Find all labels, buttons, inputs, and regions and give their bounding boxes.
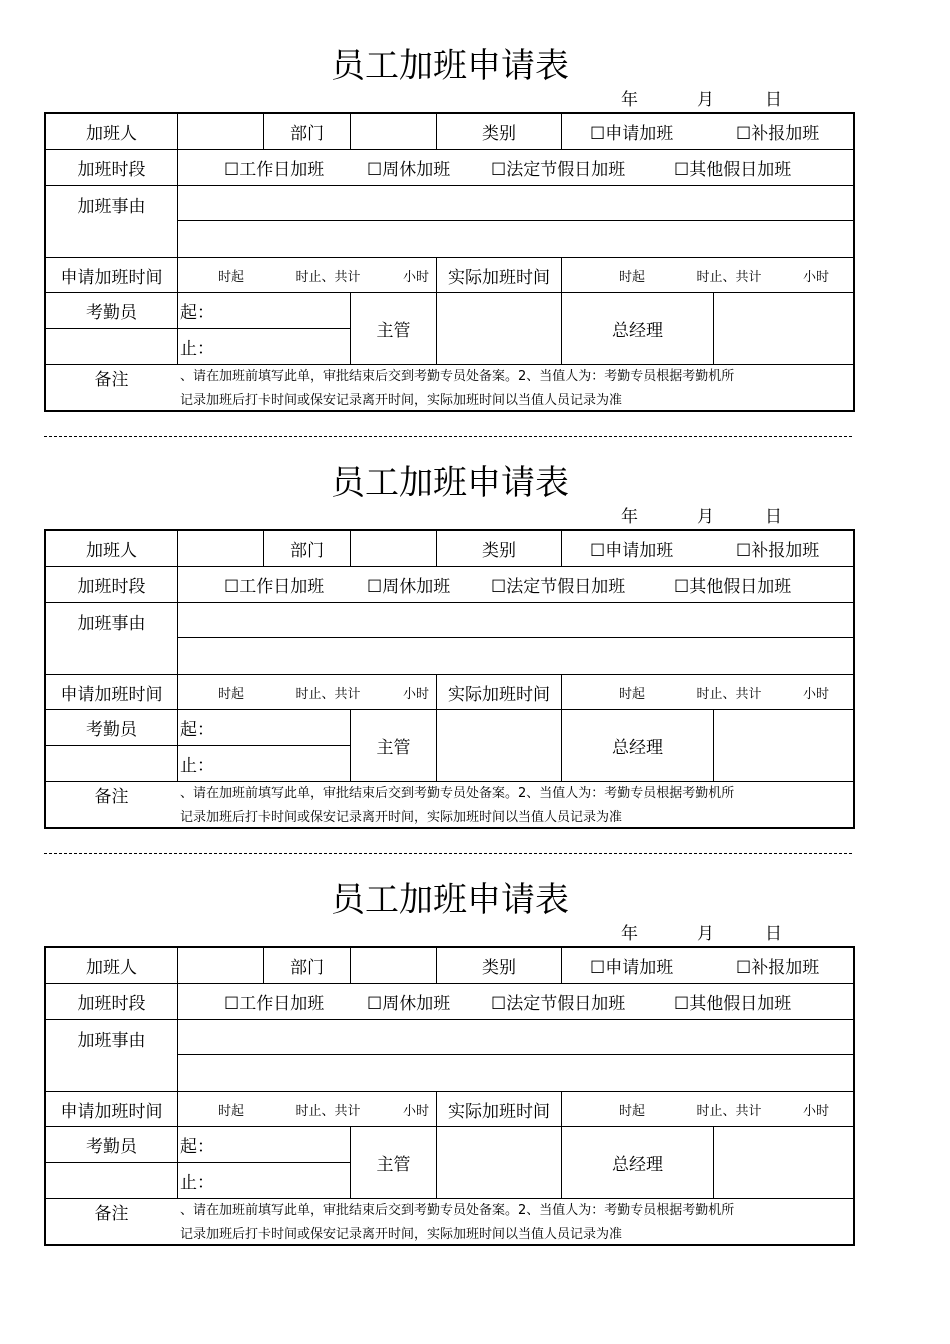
remarks-label: 备注 (94, 1203, 129, 1224)
overtime-person-label: 加班人 (86, 124, 137, 144)
general-manager-signature-field[interactable] (714, 293, 853, 364)
general-manager-signature-field[interactable] (714, 710, 853, 781)
other-holiday-overtime-checkbox[interactable]: ☐其他假日加班 (674, 160, 792, 180)
form-title: 员工加班申请表 (331, 880, 569, 920)
actual-time-label: 实际加班时间 (448, 267, 550, 288)
requested-hours-label: 小时 (402, 1103, 429, 1119)
overtime-person-field[interactable] (178, 948, 263, 983)
supervisor-signature-field[interactable] (437, 1127, 561, 1198)
supervisor-signature-field[interactable] (437, 710, 561, 781)
actual-hours-label: 小时 (802, 686, 829, 702)
date-year-label: 年 (621, 507, 638, 527)
date-day-label: 日 (765, 90, 782, 110)
department-field[interactable] (351, 948, 436, 983)
start-signature-field[interactable]: 起： (180, 303, 214, 323)
actual-start-label: 时起 (618, 686, 645, 702)
workday-overtime-checkbox[interactable]: ☐工作日加班 (224, 994, 325, 1014)
remarks-label: 备注 (94, 369, 129, 390)
form-title: 员工加班申请表 (331, 46, 569, 86)
other-holiday-overtime-checkbox[interactable]: ☐其他假日加班 (674, 994, 792, 1014)
supervisor-label: 主管 (376, 1155, 411, 1175)
holiday-overtime-checkbox[interactable]: ☐法定节假日加班 (491, 994, 626, 1014)
remarks-line-1: 、请在加班前填写此单，审批结束后交到考勤专员处备案。2、当值人为：考勤专员根据考勤机所 (180, 1203, 735, 1218)
overtime-reason-label: 加班事由 (77, 196, 146, 217)
requested-hours-label: 小时 (402, 269, 429, 285)
actual-time-label: 实际加班时间 (448, 684, 550, 705)
holiday-overtime-checkbox[interactable]: ☐法定节假日加班 (491, 160, 626, 180)
actual-time-label: 实际加班时间 (448, 1101, 550, 1122)
date-month-label: 月 (697, 924, 714, 944)
remarks-line-2: 记录加班后打卡时间或保安记录离开时间，实际加班时间以当值人员记录为准 (180, 1227, 623, 1242)
overtime-person-field[interactable] (178, 531, 263, 566)
date-year-label: 年 (621, 924, 638, 944)
form-grid (44, 112, 855, 412)
general-manager-signature-field[interactable] (714, 1127, 853, 1198)
supplementary-overtime-checkbox[interactable]: ☐补报加班 (736, 958, 820, 978)
actual-end-label: 时止、共计 (696, 686, 762, 702)
requested-start-label: 时起 (217, 269, 244, 285)
workday-overtime-checkbox[interactable]: ☐工作日加班 (224, 577, 325, 597)
overtime-reason-field[interactable] (178, 186, 853, 256)
end-signature-field[interactable]: 止： (180, 339, 214, 359)
date-day-label: 日 (765, 507, 782, 527)
date-month-label: 月 (697, 507, 714, 527)
requested-start-label: 时起 (217, 1103, 244, 1119)
department-field[interactable] (351, 531, 436, 566)
actual-hours-label: 小时 (802, 1103, 829, 1119)
category-label: 类别 (482, 541, 516, 561)
overtime-form (0, 417, 950, 837)
category-label: 类别 (482, 124, 516, 144)
overtime-form (0, 0, 950, 420)
other-holiday-overtime-checkbox[interactable]: ☐其他假日加班 (674, 577, 792, 597)
holiday-overtime-checkbox[interactable]: ☐法定节假日加班 (491, 577, 626, 597)
remarks-line-1: 、请在加班前填写此单，审批结束后交到考勤专员处备案。2、当值人为：考勤专员根据考勤机所 (180, 369, 735, 384)
supplementary-overtime-checkbox[interactable]: ☐补报加班 (736, 541, 820, 561)
overtime-period-label: 加班时段 (77, 160, 146, 180)
apply-overtime-checkbox[interactable]: ☐申请加班 (590, 124, 674, 144)
overtime-reason-field[interactable] (178, 603, 853, 673)
overtime-form (0, 834, 950, 1254)
end-signature-field[interactable]: 止： (180, 756, 214, 776)
requested-end-label: 时止、共计 (295, 686, 361, 702)
department-label: 部门 (290, 124, 324, 144)
date-month-label: 月 (697, 90, 714, 110)
form-grid (44, 529, 855, 829)
overtime-person-label: 加班人 (86, 541, 137, 561)
requested-end-label: 时止、共计 (295, 269, 361, 285)
supervisor-label: 主管 (376, 738, 411, 758)
remarks-line-1: 、请在加班前填写此单，审批结束后交到考勤专员处备案。2、当值人为：考勤专员根据考勤机所 (180, 786, 735, 801)
supervisor-signature-field[interactable] (437, 293, 561, 364)
workday-overtime-checkbox[interactable]: ☐工作日加班 (224, 160, 325, 180)
weekend-overtime-checkbox[interactable]: ☐周休加班 (367, 160, 451, 180)
overtime-reason-label: 加班事由 (77, 1030, 146, 1051)
requested-time-label: 申请加班时间 (60, 267, 163, 288)
requested-time-label: 申请加班时间 (60, 1101, 163, 1122)
supervisor-label: 主管 (376, 321, 411, 341)
date-year-label: 年 (621, 90, 638, 110)
requested-hours-label: 小时 (402, 686, 429, 702)
requested-start-label: 时起 (217, 686, 244, 702)
form-title: 员工加班申请表 (331, 463, 569, 503)
remarks-line-2: 记录加班后打卡时间或保安记录离开时间，实际加班时间以当值人员记录为准 (180, 810, 623, 825)
department-label: 部门 (290, 541, 324, 561)
category-label: 类别 (482, 958, 516, 978)
actual-hours-label: 小时 (802, 269, 829, 285)
start-signature-field[interactable]: 起： (180, 720, 214, 740)
overtime-person-label: 加班人 (86, 958, 137, 978)
general-manager-label: 总经理 (612, 1155, 663, 1175)
weekend-overtime-checkbox[interactable]: ☐周休加班 (367, 577, 451, 597)
attendance-clerk-label: 考勤员 (86, 720, 137, 740)
general-manager-label: 总经理 (612, 738, 663, 758)
actual-end-label: 时止、共计 (696, 1103, 762, 1119)
department-field[interactable] (351, 114, 436, 149)
remarks-line-2: 记录加班后打卡时间或保安记录离开时间，实际加班时间以当值人员记录为准 (180, 393, 623, 408)
department-label: 部门 (290, 958, 324, 978)
remarks-label: 备注 (94, 786, 129, 807)
requested-end-label: 时止、共计 (295, 1103, 361, 1119)
end-signature-field[interactable]: 止： (180, 1173, 214, 1193)
actual-start-label: 时起 (618, 269, 645, 285)
overtime-reason-label: 加班事由 (77, 613, 146, 634)
supplementary-overtime-checkbox[interactable]: ☐补报加班 (736, 124, 820, 144)
overtime-period-label: 加班时段 (77, 577, 146, 597)
date-day-label: 日 (765, 924, 782, 944)
start-signature-field[interactable]: 起： (180, 1137, 214, 1157)
form-grid (44, 946, 855, 1246)
actual-start-label: 时起 (618, 1103, 645, 1119)
actual-end-label: 时止、共计 (696, 269, 762, 285)
apply-overtime-checkbox[interactable]: ☐申请加班 (590, 541, 674, 561)
requested-time-label: 申请加班时间 (60, 684, 163, 705)
overtime-reason-field[interactable] (178, 1020, 853, 1090)
general-manager-label: 总经理 (612, 321, 663, 341)
overtime-period-label: 加班时段 (77, 994, 146, 1014)
apply-overtime-checkbox[interactable]: ☐申请加班 (590, 958, 674, 978)
overtime-person-field[interactable] (178, 114, 263, 149)
attendance-clerk-label: 考勤员 (86, 303, 137, 323)
weekend-overtime-checkbox[interactable]: ☐周休加班 (367, 994, 451, 1014)
attendance-clerk-label: 考勤员 (86, 1137, 137, 1157)
